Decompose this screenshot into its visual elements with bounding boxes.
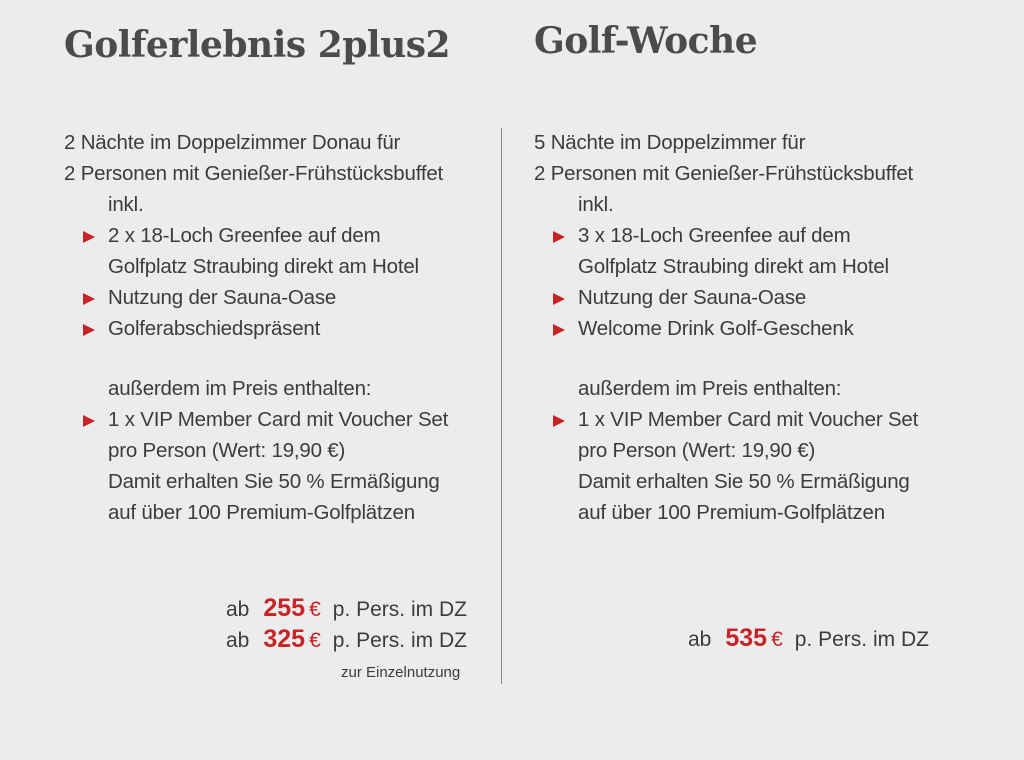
package-title: Golf-Woche <box>534 20 758 62</box>
incl-label: inkl. <box>108 193 144 216</box>
list-item-text: Welcome Drink Golf-Geschenk <box>578 317 854 340</box>
intro-line: 2 Personen mit Genießer-Frühstücksbuffet <box>64 162 444 185</box>
list-item-text: auf über 100 Premium-Golfplätzen <box>108 501 415 524</box>
list-item-text: 1 x VIP Member Card mit Voucher Set <box>578 408 919 431</box>
list-item-text: Damit erhalten Sie 50 % Ermäßigung <box>108 470 440 493</box>
triangle-bullet-icon <box>83 293 95 305</box>
price-double <box>226 594 467 623</box>
list-item-text: Golfplatz Straubing direkt am Hotel <box>578 255 889 278</box>
triangle-bullet-icon <box>553 415 565 427</box>
list-item <box>64 313 448 344</box>
triangle-bullet-icon <box>83 231 95 243</box>
column-divider <box>501 128 502 684</box>
list-item-text: 1 x VIP Member Card mit Voucher Set <box>108 408 449 431</box>
triangle-bullet-icon <box>553 293 565 305</box>
price-currency: € <box>309 629 321 652</box>
price-value: 325 <box>263 625 306 653</box>
intro-line: 2 Nächte im Doppelzimmer Donau für <box>64 131 401 154</box>
list-item <box>534 404 918 528</box>
triangle-bullet-icon <box>83 415 95 427</box>
price-prefix: ab <box>226 598 250 621</box>
list-item <box>64 220 448 282</box>
triangle-bullet-icon <box>553 324 565 336</box>
list-item-text: Golferabschiedspräsent <box>108 317 321 340</box>
list-item-text: Nutzung der Sauna-Oase <box>108 286 337 309</box>
list-item <box>534 220 918 282</box>
list-item-text: Nutzung der Sauna-Oase <box>578 286 807 309</box>
list-item-text: Damit erhalten Sie 50 % Ermäßigung <box>578 470 910 493</box>
price-double <box>688 624 929 653</box>
price-value: 255 <box>263 594 306 622</box>
intro-line: 2 Personen mit Genießer-Frühstücksbuffet <box>534 162 914 185</box>
price-currency: € <box>771 628 783 651</box>
price-prefix: ab <box>688 628 712 651</box>
incl-label: inkl. <box>578 193 614 216</box>
list-item <box>534 313 918 344</box>
list-item-text: pro Person (Wert: 19,90 €) <box>108 439 346 462</box>
list-item-text: pro Person (Wert: 19,90 €) <box>578 439 816 462</box>
triangle-bullet-icon <box>83 324 95 336</box>
price-note: zur Einzelnutzung <box>341 664 461 681</box>
package-description <box>64 127 448 528</box>
list-item <box>534 282 918 313</box>
price-single <box>226 625 467 654</box>
extra-heading: außerdem im Preis enthalten: <box>108 377 372 400</box>
price-prefix: ab <box>226 629 250 652</box>
triangle-bullet-icon <box>553 231 565 243</box>
package-description <box>534 127 918 528</box>
list-item-text: 2 x 18-Loch Greenfee auf dem <box>108 224 381 247</box>
list-item <box>64 282 448 313</box>
list-item-text: auf über 100 Premium-Golfplätzen <box>578 501 885 524</box>
extra-heading: außerdem im Preis enthalten: <box>578 377 842 400</box>
price-suffix: p. Pers. im DZ <box>332 629 467 652</box>
price-suffix: p. Pers. im DZ <box>794 628 929 651</box>
list-item-text: Golfplatz Straubing direkt am Hotel <box>108 255 419 278</box>
list-item <box>64 404 448 528</box>
intro-line: 5 Nächte im Doppelzimmer für <box>534 131 806 154</box>
list-item-text: 3 x 18-Loch Greenfee auf dem <box>578 224 851 247</box>
price-currency: € <box>309 598 321 621</box>
package-title: Golferlebnis 2plus2 <box>64 24 451 66</box>
price-value: 535 <box>725 624 768 652</box>
price-suffix: p. Pers. im DZ <box>332 598 467 621</box>
